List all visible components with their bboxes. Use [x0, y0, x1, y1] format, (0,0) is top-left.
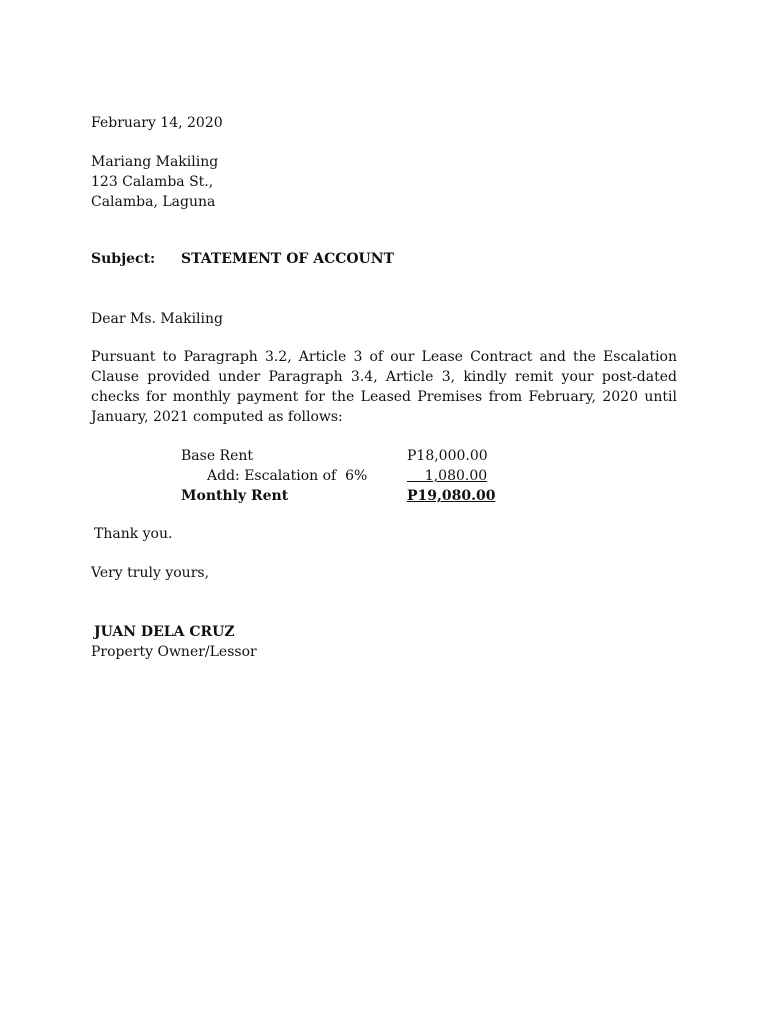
- monthly-rent-amount: P19,080.00: [407, 488, 496, 504]
- monthly-rent-label: Monthly Rent: [181, 488, 289, 504]
- subject-label: Subject:: [91, 251, 156, 267]
- subject-title: STATEMENT OF ACCOUNT: [181, 251, 394, 267]
- monthly-rent-row: [0, 486, 768, 506]
- body-paragraph: Pursuant to Paragraph 3.2, Article 3 of our Lease Contract and the Escalation Clause provided under Paragraph 3.4, Article 3, kindly remit your post-dated checks for monthly payment for the Leased Premises from February, 2020 until January, 2021 computed as follows:: [91, 349, 677, 425]
- signatory-name: JUAN DELA CRUZ: [94, 624, 235, 640]
- recipient-address-line2: Calamba, Laguna: [91, 194, 216, 210]
- escalation-label: Add: Escalation of 6%: [207, 468, 368, 484]
- escalation-row: [0, 466, 768, 486]
- closing: Very truly yours,: [91, 565, 210, 581]
- recipient-address-line1: 123 Calamba St.,: [91, 174, 214, 190]
- signatory-title: Property Owner/Lessor: [91, 644, 257, 660]
- salutation: Dear Ms. Makiling: [91, 311, 223, 327]
- recipient-name: Mariang Makiling: [91, 154, 219, 170]
- thank-you: Thank you.: [94, 526, 173, 542]
- base-rent-amount: P18,000.00: [407, 448, 488, 464]
- base-rent-row: [0, 446, 768, 466]
- escalation-amount: 1,080.00: [407, 468, 488, 484]
- base-rent-label: Base Rent: [181, 448, 254, 464]
- letter-date: February 14, 2020: [91, 115, 223, 131]
